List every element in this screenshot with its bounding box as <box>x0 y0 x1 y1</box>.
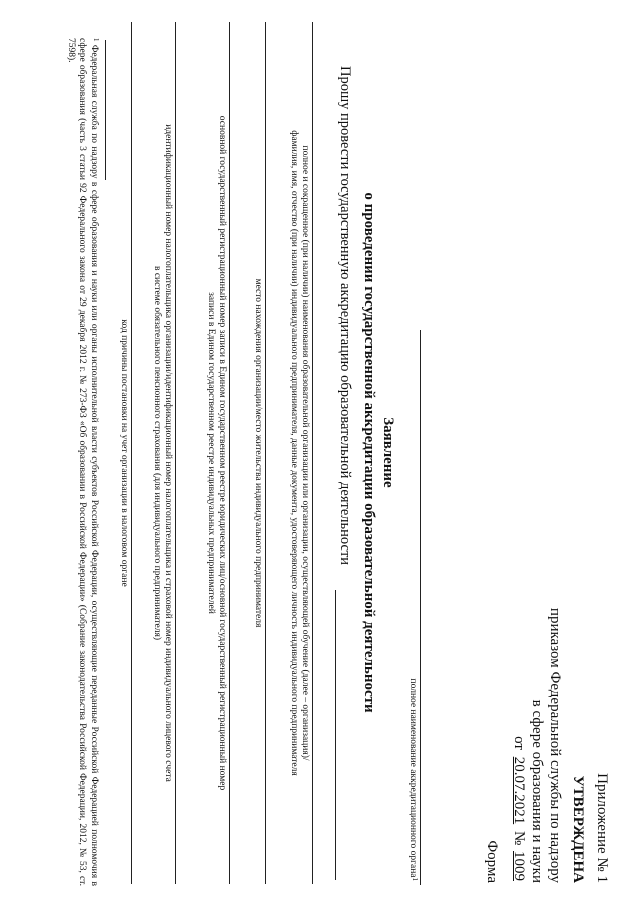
title-line-1: Заявление <box>380 417 396 488</box>
order-number: 1009 <box>511 851 527 881</box>
field-line-inn <box>175 22 176 884</box>
appendix-label: Приложение № 1 <box>594 773 610 883</box>
order-line-1: приказом Федеральной службы по надзору <box>547 607 563 883</box>
field-line-address <box>265 22 266 884</box>
approved-label: УТВЕРЖДЕНА <box>570 775 586 883</box>
order-date: 20.07.2021 <box>511 756 527 825</box>
number-label: № <box>511 830 527 846</box>
authority-line <box>420 330 421 885</box>
title-line-2: о проведении государственной аккредитации образовательной деятельности <box>361 192 377 713</box>
from-label: от <box>511 736 527 750</box>
footnote-ref-marker: 1 <box>411 877 419 881</box>
footnote <box>65 38 100 886</box>
order-date-line <box>510 736 527 883</box>
form-label: Форма <box>484 840 500 883</box>
field-caption-ogrn: основной государственный регистрационный номер записи в Едином государственном реестре юридических лиц/основной государственный регистрационный номер записи в Едином государственном реестре индивидуальных предпринимателей <box>206 115 227 791</box>
footnote-separator <box>105 40 106 180</box>
field-caption-address: место нахождения организации/место жительства индивидуального предпринимателя <box>253 278 263 628</box>
footnote-number: 1 <box>92 38 100 42</box>
authority-caption: полное наименование аккредитационного органа$^1$ <box>408 678 419 881</box>
field-line-name <box>312 22 313 884</box>
field-line-kpp <box>131 22 132 884</box>
request-fill-line <box>335 590 336 880</box>
field-line-ogrn <box>229 22 230 884</box>
field-caption-name: полное и сокращенное (при наличии) наименования образовательной организации или организации, осуществляющей обучение (далее – организация)/ фамилия, имя, отчество (при наличии) индивидуального предпринимателя, данные документа, удостоверяющего личность индивидуального предпринимателя <box>289 130 310 776</box>
footnote-text: Федеральная служба по надзору в сфере образования и науки или органы исполнительной власти субъектов Российской Федерации, осуществляющие переданные Российской Федерацией полномочия в сфере образования (часть 3 статьи 92 Федерального закона от 29 декабря 2012 г. № 273-ФЗ «Об образовании в Российской Федерации» (Собрание законодательства Российской Федерации, 2012, № 53, ст. 7598). <box>66 38 99 887</box>
order-line-2: в сфере образования и науки <box>529 699 545 883</box>
request-text: Прошу провести государственную аккредитацию образовательной деятельности <box>337 66 353 566</box>
field-caption-inn: идентификационный номер налогоплательщика организации/идентификационный номер налогоплательщика и страховой номер индивидуального лицевого счета в системе обязательного пенсионного страхования (для индивидуального предпринимателя) <box>152 124 173 782</box>
field-caption-kpp: код причины постановки на учет организации в налоговом органе <box>119 319 129 587</box>
